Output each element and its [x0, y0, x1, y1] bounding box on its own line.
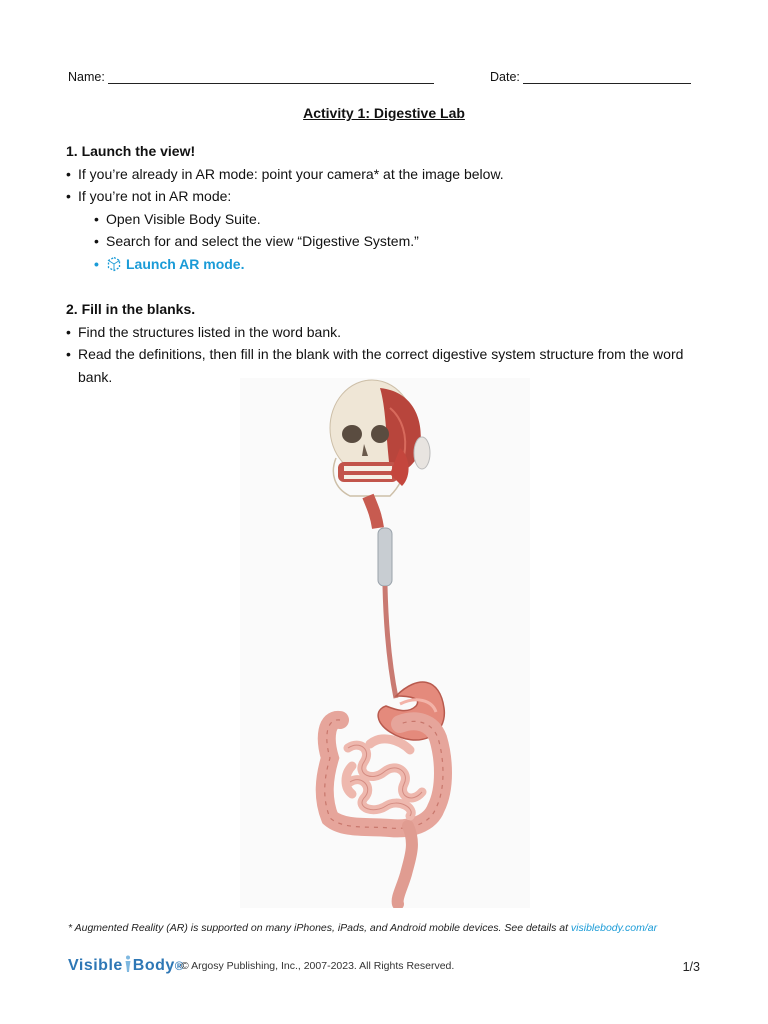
list-item: • Open Visible Body Suite. [94, 208, 706, 231]
ar-cube-icon [106, 256, 122, 272]
date-label: Date: [490, 70, 520, 84]
list-item: • Search for and select the view “Digestive System.” [94, 230, 706, 253]
list-item: • Find the structures listed in the word bank. [66, 321, 706, 344]
section2-heading: 2. Fill in the blanks. [66, 301, 196, 317]
name-label: Name: [68, 70, 105, 84]
page-title: Activity 1: Digestive Lab [303, 105, 465, 121]
launch-ar-link[interactable] [94, 253, 706, 276]
logo-body-text: Body [132, 957, 175, 974]
visiblebody-ar-link[interactable]: visiblebody.com/ar [570, 922, 658, 934]
digestive-system-image [240, 378, 530, 908]
date-field[interactable] [490, 70, 691, 84]
list-item: • Read the definitions, then fill in the blank with the correct digestive system structure from the word bank. [66, 343, 706, 388]
page-number: 1/3 [682, 960, 700, 974]
logo-visible-text: Visible [68, 957, 123, 974]
copyright-text: © Argosy Publishing, Inc., 2007-2023. All Rights Reserved. [181, 960, 455, 972]
name-field[interactable] [68, 70, 434, 84]
footnote-text: * Augmented Reality (AR) is supported on many iPhones, iPads, and Android mobile devices. See details at [68, 922, 571, 934]
section1-heading: 1. Launch the view! [66, 143, 196, 159]
name-blank-line[interactable] [108, 71, 434, 84]
visible-body-logo [68, 955, 184, 975]
ar-footnote [68, 922, 708, 934]
page-footer [68, 952, 700, 982]
launch-ar-label: Launch AR mode. [126, 255, 245, 272]
section-fill-blanks [66, 298, 706, 388]
list-item: • If you’re already in AR mode: point your camera* at the image below. [66, 163, 706, 186]
section-launch-view [66, 140, 706, 275]
logo-trademark: ® [174, 959, 185, 973]
logo-figure-icon [124, 955, 132, 973]
date-blank-line[interactable] [523, 71, 691, 84]
list-item: • If you’re not in AR mode: [66, 185, 706, 208]
